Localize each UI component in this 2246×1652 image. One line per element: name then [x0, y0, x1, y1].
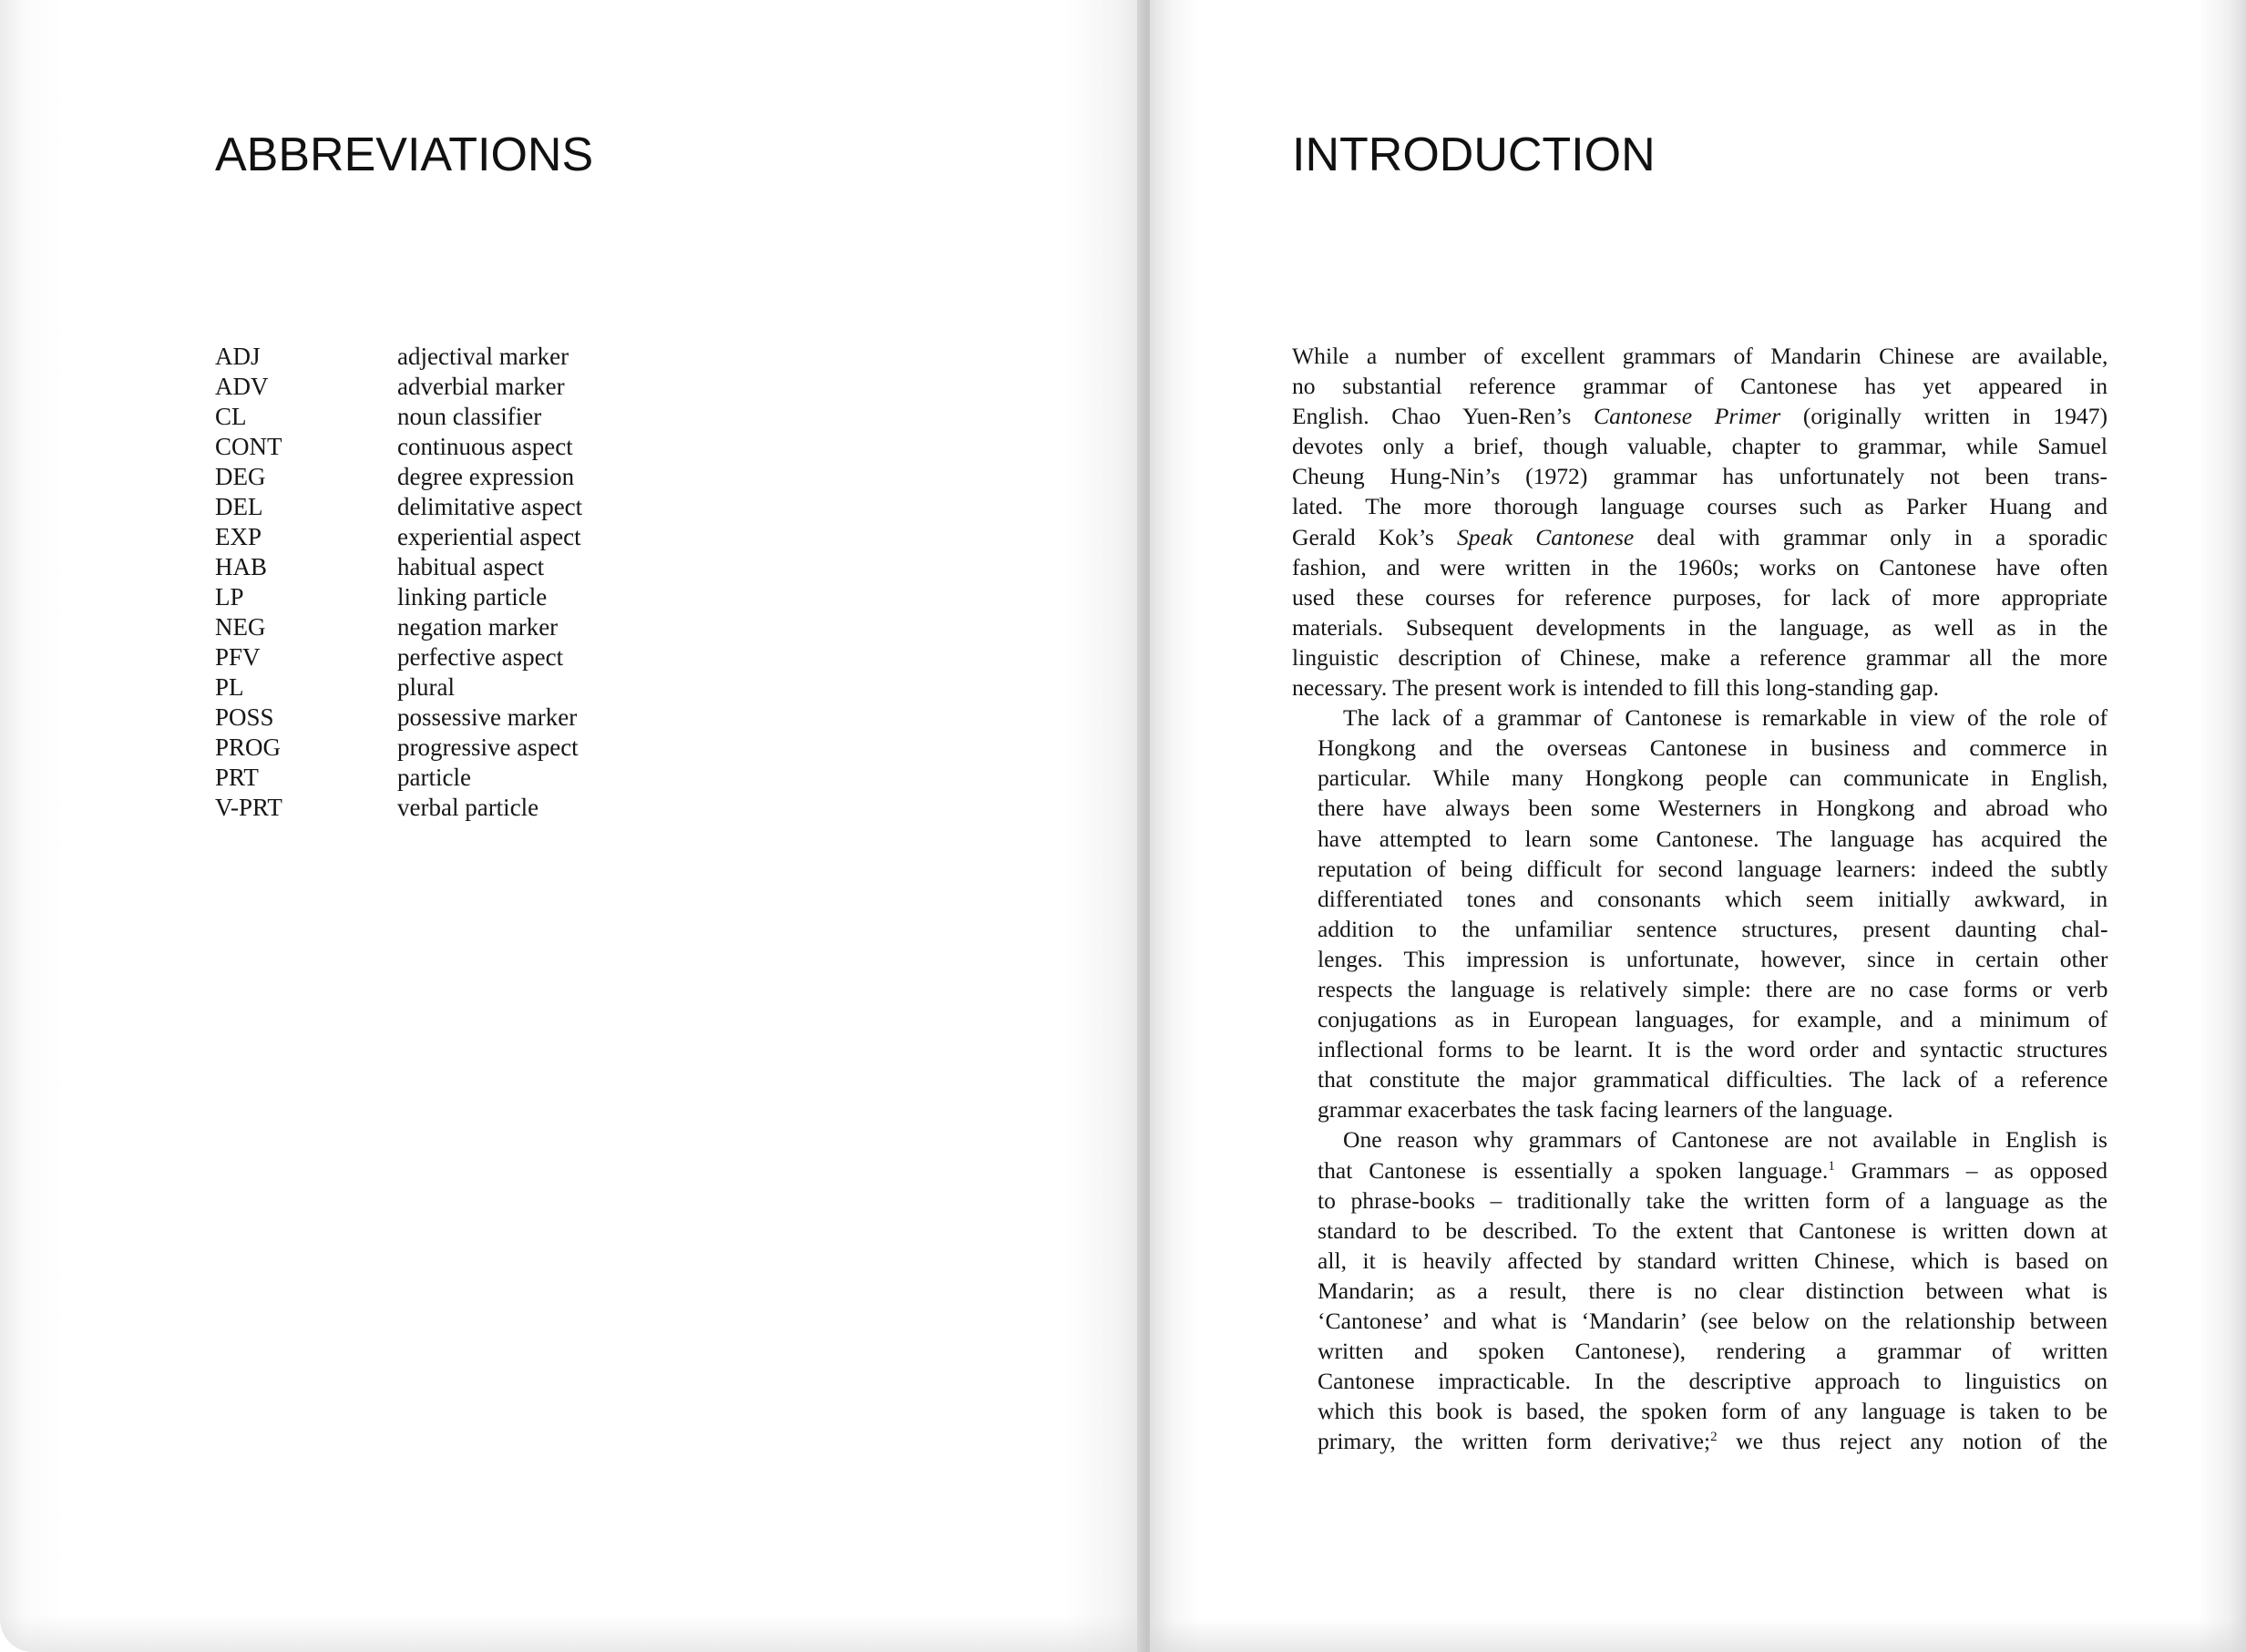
abbreviation-meaning: degree expression: [397, 463, 575, 490]
abbreviation-code: PL: [215, 673, 244, 701]
text-line: [1292, 884, 2108, 914]
abbreviation-code: ADV: [215, 373, 269, 400]
abbreviation-row: [215, 462, 689, 492]
introduction-heading: INTRODUCTION: [1292, 128, 1656, 181]
text-line: [1292, 1004, 2108, 1034]
book-title: Cantonese Primer: [1594, 403, 1781, 430]
text-run: inflectional forms to be learnt. It is the word order and syntactic structures: [1318, 1036, 2108, 1063]
abbreviation-meaning: habitual aspect: [397, 553, 545, 580]
abbreviation-meaning: negation marker: [397, 613, 559, 641]
text-line: [1292, 401, 2108, 431]
text-run: to phrase-books – traditionally take the written form of a language as the: [1318, 1186, 2108, 1214]
text-line: [1292, 854, 2108, 884]
text-line: [1292, 1276, 2108, 1306]
abbreviation-row: [215, 672, 689, 703]
text-line: [1292, 793, 2108, 823]
abbreviation-code: CONT: [215, 433, 282, 460]
abbreviation-code: V-PRT: [215, 794, 282, 821]
abbreviation-code: ADJ: [215, 343, 261, 370]
text-line: [1292, 1124, 2108, 1154]
abbreviation-row: [215, 402, 689, 432]
abbreviation-row: [215, 612, 689, 642]
abbreviation-meaning: possessive marker: [397, 703, 578, 731]
text-line: [1292, 1426, 2108, 1456]
footnote-marker: 2: [1710, 1430, 1718, 1445]
abbreviation-row: [215, 703, 689, 733]
text-line: [1292, 974, 2108, 1004]
text-line: [1292, 642, 2108, 672]
text-line: [1292, 672, 2108, 703]
text-run: grammar exacerbates the task facing learners of the language.: [1318, 1096, 1893, 1124]
text-line: [1292, 582, 2108, 612]
text-run: (originally written in 1947): [1780, 403, 2108, 430]
abbreviation-code: NEG: [215, 613, 266, 641]
text-run: respects the language is relatively simple: there are no case forms or verb: [1318, 975, 2108, 1002]
text-run: Cantonese impracticable. In the descriptive approach to linguistics on: [1318, 1368, 2108, 1395]
abbreviation-row: [215, 763, 689, 793]
abbreviation-meaning: linking particle: [397, 583, 548, 611]
text-line: [1292, 1306, 2108, 1336]
text-line: [1292, 612, 2108, 642]
abbreviation-meaning: plural: [397, 673, 455, 701]
abbreviation-row: [215, 432, 689, 462]
abbreviation-row: [215, 492, 689, 522]
text-run: that constitute the major grammatical difficulties. The lack of a reference: [1318, 1066, 2108, 1093]
text-line: [1292, 341, 2108, 371]
abbreviation-meaning: perfective aspect: [397, 643, 564, 671]
text-line: [1292, 1396, 2108, 1426]
text-run: Grammars – as opposed: [1834, 1156, 2108, 1184]
abbreviation-row: [215, 552, 689, 582]
text-run: reputation of being difficult for second language learners: indeed the subtly: [1318, 855, 2108, 882]
abbreviation-meaning: continuous aspect: [397, 433, 573, 460]
text-line: [1292, 371, 2108, 401]
text-run: deal with grammar only in a sporadic: [1634, 523, 2108, 550]
intro-paragraph: [1292, 341, 2108, 703]
text-line: [1292, 552, 2108, 582]
intro-paragraph: [1292, 1124, 2108, 1456]
text-line: [1292, 1246, 2108, 1276]
text-run: devotes only a brief, though valuable, chapter to grammar, while Samuel: [1292, 433, 2108, 460]
text-run: we thus reject any notion of the: [1717, 1428, 2108, 1455]
abbreviation-meaning: adjectival marker: [397, 343, 569, 370]
abbreviations-heading: ABBREVIATIONS: [215, 128, 594, 181]
abbreviation-row: [215, 793, 689, 823]
abbreviation-code: CL: [215, 403, 247, 430]
text-run: there have always been some Westerners in Hongkong and abroad who: [1318, 795, 2108, 822]
text-run: particular. While many Hongkong people can communicate in English,: [1318, 764, 2108, 792]
text-line: [1292, 1094, 2108, 1124]
text-line: [1292, 703, 2108, 733]
abbreviation-code: PRT: [215, 764, 259, 791]
abbreviation-row: [215, 733, 689, 763]
abbreviation-meaning: particle: [397, 764, 471, 791]
book-title: Speak Cantonese: [1457, 523, 1635, 550]
text-run: differentiated tones and consonants which seem initially awkward, in: [1318, 885, 2108, 912]
abbreviation-meaning: experiential aspect: [397, 523, 581, 550]
text-run: English. Chao Yuen-Ren’s: [1292, 403, 1595, 430]
abbreviation-code: LP: [215, 583, 244, 611]
text-line: [1292, 1155, 2108, 1185]
text-run: standard to be described. To the extent that Cantonese is written down at: [1318, 1216, 2108, 1244]
text-run: lenges. This impression is unfortunate, however, since in certain other: [1318, 945, 2108, 972]
introduction-body: [1292, 341, 2108, 1456]
abbreviation-code: PROG: [215, 734, 282, 761]
text-line: [1292, 491, 2108, 521]
text-run: While a number of excellent grammars of Mandarin Chinese are available,: [1292, 343, 2108, 369]
text-run: necessary. The present work is intended to fill this long-standing gap.: [1292, 674, 1940, 702]
text-line: [1292, 522, 2108, 552]
abbreviation-code: PFV: [215, 643, 261, 671]
abbreviation-meaning: verbal particle: [397, 794, 539, 821]
abbreviation-code: EXP: [215, 523, 262, 550]
abbreviation-row: [215, 582, 689, 612]
text-run: Hongkong and the overseas Cantonese in business and commerce in: [1318, 734, 2108, 762]
text-run: written and spoken Cantonese), rendering a grammar of written: [1318, 1338, 2108, 1365]
text-line: [1292, 431, 2108, 461]
footnote-marker: 1: [1828, 1158, 1835, 1174]
text-run: The lack of a grammar of Cantonese is remarkable in view of the role of: [1343, 704, 2108, 732]
abbreviation-meaning: delimitative aspect: [397, 493, 583, 520]
abbreviation-code: DEL: [215, 493, 263, 520]
text-run: fashion, and were written in the 1960s; works on Cantonese have often: [1292, 553, 2108, 580]
text-run: all, it is heavily affected by standard written Chinese, which is based on: [1318, 1247, 2108, 1274]
text-line: [1292, 824, 2108, 854]
text-line: [1292, 733, 2108, 763]
text-run: One reason why grammars of Cantonese are not available in English is: [1343, 1126, 2108, 1154]
text-run: which this book is based, the spoken form of any language is taken to be: [1318, 1398, 2108, 1425]
text-run: Mandarin; as a result, there is no clear distinction between what is: [1318, 1277, 2108, 1304]
text-line: [1292, 1366, 2108, 1396]
abbreviation-row: [215, 642, 689, 672]
text-run: addition to the unfamiliar sentence structures, present daunting chal-: [1318, 915, 2108, 942]
text-run: linguistic description of Chinese, make a reference grammar all the more: [1292, 643, 2108, 671]
text-run: have attempted to learn some Cantonese. The language has acquired the: [1318, 825, 2108, 852]
text-line: [1292, 1336, 2108, 1366]
text-run: primary, the written form derivative;: [1318, 1428, 1711, 1455]
text-run: Gerald Kok’s: [1292, 523, 1457, 550]
abbreviation-row: [215, 372, 689, 402]
intro-paragraph: [1292, 703, 2108, 1124]
text-run: lated. The more thorough language courses such as Parker Huang and: [1292, 493, 2108, 520]
abbreviation-meaning: adverbial marker: [397, 373, 565, 400]
text-line: [1292, 763, 2108, 793]
text-line: [1292, 1064, 2108, 1094]
abbreviation-row: [215, 522, 689, 552]
text-line: [1292, 1185, 2108, 1216]
text-run: used these courses for reference purposes, for lack of more appropriate: [1292, 583, 2108, 611]
abbreviation-code: POSS: [215, 703, 274, 731]
text-run: Cheung Hung-Nin’s (1972) grammar has unfortunately not been trans-: [1292, 463, 2108, 490]
text-line: [1292, 1034, 2108, 1064]
text-run: conjugations as in European languages, for example, and a minimum of: [1318, 1006, 2108, 1033]
abbreviations-list: [215, 342, 689, 823]
text-run: materials. Subsequent developments in the language, as well as in the: [1292, 613, 2108, 641]
text-run: ‘Cantonese’ and what is ‘Mandarin’ (see below on the relationship between: [1318, 1308, 2108, 1334]
text-line: [1292, 944, 2108, 974]
abbreviation-row: [215, 342, 689, 372]
text-run: no substantial reference grammar of Cantonese has yet appeared in: [1292, 373, 2108, 400]
text-line: [1292, 1216, 2108, 1246]
text-line: [1292, 461, 2108, 491]
abbreviation-meaning: noun classifier: [397, 403, 542, 430]
abbreviation-meaning: progressive aspect: [397, 734, 579, 761]
abbreviation-code: HAB: [215, 553, 268, 580]
abbreviation-code: DEG: [215, 463, 266, 490]
text-run: that Cantonese is essentially a spoken language.: [1318, 1156, 1829, 1184]
text-line: [1292, 914, 2108, 944]
